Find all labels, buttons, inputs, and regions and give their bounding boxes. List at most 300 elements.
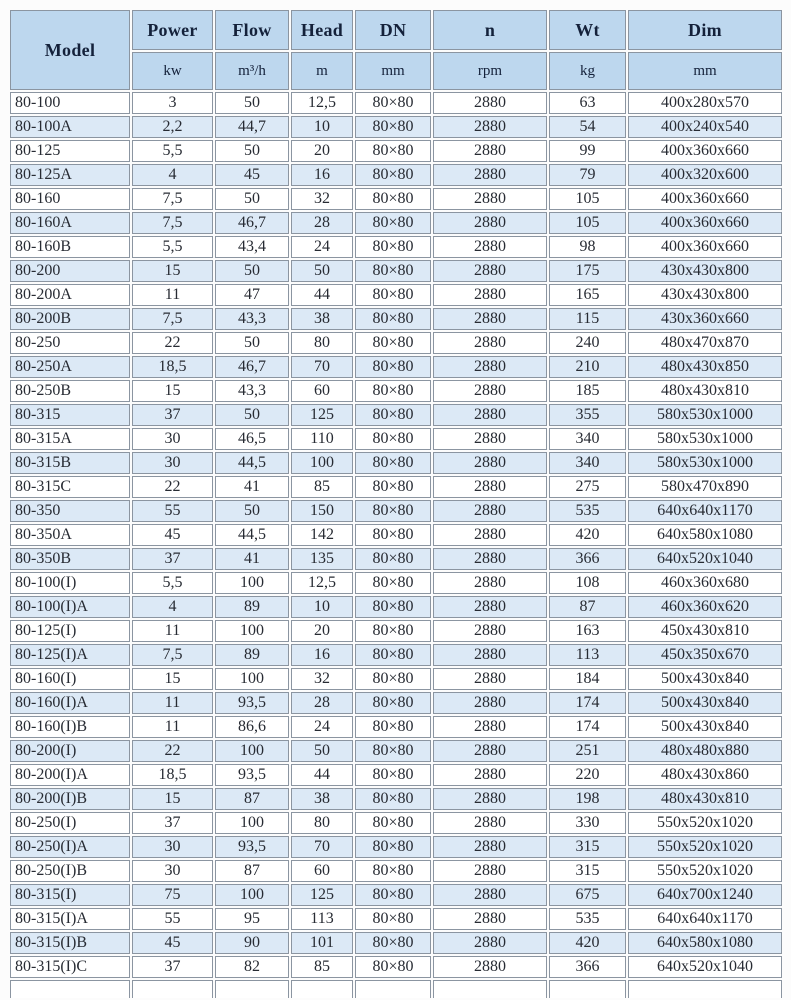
value-cell: 38 <box>291 788 353 810</box>
table-row <box>10 452 782 474</box>
value-cell: 7,5 <box>132 644 213 666</box>
table-row <box>10 404 782 426</box>
value-cell: 115 <box>549 308 626 330</box>
value-cell: 50 <box>291 260 353 282</box>
value-cell: 41 <box>215 476 289 498</box>
value-cell: 80 <box>291 812 353 834</box>
value-cell: 2880 <box>433 332 547 354</box>
value-cell: 480x480x880 <box>628 740 782 762</box>
column-header-n: n <box>433 10 547 50</box>
value-cell: 90 <box>215 932 289 954</box>
value-cell: 2880 <box>433 764 547 786</box>
value-cell: 101 <box>291 932 353 954</box>
value-cell: 4 <box>132 596 213 618</box>
value-cell: 2880 <box>433 284 547 306</box>
value-cell: 2880 <box>433 140 547 162</box>
value-cell: 45 <box>132 524 213 546</box>
empty-cell <box>215 980 289 998</box>
value-cell: 63 <box>549 92 626 114</box>
value-cell: 37 <box>132 956 213 978</box>
value-cell: 2880 <box>433 788 547 810</box>
value-cell: 100 <box>215 740 289 762</box>
table-row <box>10 500 782 522</box>
value-cell: 5,5 <box>132 236 213 258</box>
value-cell: 5,5 <box>132 140 213 162</box>
value-cell: 46,5 <box>215 428 289 450</box>
value-cell: 220 <box>549 764 626 786</box>
value-cell: 80×80 <box>355 716 431 738</box>
value-cell: 2880 <box>433 260 547 282</box>
value-cell: 550x520x1020 <box>628 836 782 858</box>
value-cell: 80×80 <box>355 836 431 858</box>
value-cell: 165 <box>549 284 626 306</box>
value-cell: 80×80 <box>355 356 431 378</box>
model-cell: 80-100(I)A <box>10 596 130 618</box>
value-cell: 125 <box>291 884 353 906</box>
value-cell: 80×80 <box>355 884 431 906</box>
value-cell: 87 <box>215 860 289 882</box>
value-cell: 80×80 <box>355 692 431 714</box>
value-cell: 89 <box>215 644 289 666</box>
value-cell: 450x430x810 <box>628 620 782 642</box>
empty-cell <box>628 980 782 998</box>
value-cell: 400x360x660 <box>628 212 782 234</box>
value-cell: 110 <box>291 428 353 450</box>
value-cell: 80×80 <box>355 380 431 402</box>
value-cell: 37 <box>132 404 213 426</box>
table-row <box>10 740 782 762</box>
model-cell: 80-350A <box>10 524 130 546</box>
value-cell: 2880 <box>433 548 547 570</box>
value-cell: 46,7 <box>215 212 289 234</box>
value-cell: 3 <box>132 92 213 114</box>
value-cell: 80×80 <box>355 284 431 306</box>
value-cell: 12,5 <box>291 572 353 594</box>
value-cell: 11 <box>132 284 213 306</box>
table-row <box>10 524 782 546</box>
model-cell: 80-125(I) <box>10 620 130 642</box>
value-cell: 32 <box>291 188 353 210</box>
value-cell: 18,5 <box>132 356 213 378</box>
table-row <box>10 332 782 354</box>
value-cell: 105 <box>549 212 626 234</box>
value-cell: 7,5 <box>132 188 213 210</box>
value-cell: 2880 <box>433 188 547 210</box>
model-cell: 80-315A <box>10 428 130 450</box>
column-header-dim: Dim <box>628 10 782 50</box>
value-cell: 43,3 <box>215 380 289 402</box>
value-cell: 2880 <box>433 644 547 666</box>
table-row <box>10 260 782 282</box>
value-cell: 93,5 <box>215 692 289 714</box>
table-row <box>10 860 782 882</box>
value-cell: 2880 <box>433 308 547 330</box>
table-row <box>10 788 782 810</box>
value-cell: 44,5 <box>215 524 289 546</box>
value-cell: 2880 <box>433 668 547 690</box>
value-cell: 580x530x1000 <box>628 404 782 426</box>
value-cell: 80×80 <box>355 308 431 330</box>
value-cell: 2880 <box>433 596 547 618</box>
value-cell: 2880 <box>433 716 547 738</box>
model-cell: 80-160 <box>10 188 130 210</box>
table-row <box>10 284 782 306</box>
value-cell: 80×80 <box>355 644 431 666</box>
value-cell: 2880 <box>433 860 547 882</box>
value-cell: 80×80 <box>355 452 431 474</box>
value-cell: 16 <box>291 644 353 666</box>
value-cell: 240 <box>549 332 626 354</box>
value-cell: 50 <box>215 332 289 354</box>
header-label-row <box>10 10 782 50</box>
value-cell: 47 <box>215 284 289 306</box>
value-cell: 11 <box>132 692 213 714</box>
value-cell: 315 <box>549 860 626 882</box>
value-cell: 98 <box>549 236 626 258</box>
model-cell: 80-160(I)A <box>10 692 130 714</box>
table-row <box>10 836 782 858</box>
value-cell: 400x360x660 <box>628 140 782 162</box>
value-cell: 45 <box>132 932 213 954</box>
value-cell: 50 <box>215 500 289 522</box>
value-cell: 80×80 <box>355 404 431 426</box>
value-cell: 79 <box>549 164 626 186</box>
value-cell: 37 <box>132 812 213 834</box>
model-cell: 80-350 <box>10 500 130 522</box>
value-cell: 113 <box>549 644 626 666</box>
value-cell: 2880 <box>433 500 547 522</box>
value-cell: 46,7 <box>215 356 289 378</box>
table-row <box>10 692 782 714</box>
value-cell: 480x430x860 <box>628 764 782 786</box>
table-row <box>10 884 782 906</box>
unit-n: rpm <box>433 52 547 90</box>
value-cell: 93,5 <box>215 764 289 786</box>
value-cell: 500x430x840 <box>628 692 782 714</box>
table-row <box>10 620 782 642</box>
value-cell: 430x430x800 <box>628 260 782 282</box>
value-cell: 80×80 <box>355 788 431 810</box>
value-cell: 80×80 <box>355 596 431 618</box>
value-cell: 12,5 <box>291 92 353 114</box>
empty-cell <box>132 980 213 998</box>
value-cell: 24 <box>291 236 353 258</box>
value-cell: 2880 <box>433 404 547 426</box>
value-cell: 70 <box>291 836 353 858</box>
model-cell: 80-125A <box>10 164 130 186</box>
value-cell: 2880 <box>433 380 547 402</box>
value-cell: 100 <box>215 884 289 906</box>
unit-dn: mm <box>355 52 431 90</box>
value-cell: 30 <box>132 452 213 474</box>
model-cell: 80-315B <box>10 452 130 474</box>
value-cell: 100 <box>215 812 289 834</box>
value-cell: 2880 <box>433 212 547 234</box>
column-header-power: Power <box>132 10 213 50</box>
unit-power: kw <box>132 52 213 90</box>
value-cell: 99 <box>549 140 626 162</box>
value-cell: 95 <box>215 908 289 930</box>
value-cell: 113 <box>291 908 353 930</box>
value-cell: 2880 <box>433 356 547 378</box>
value-cell: 11 <box>132 716 213 738</box>
model-cell: 80-100A <box>10 116 130 138</box>
value-cell: 10 <box>291 116 353 138</box>
value-cell: 80×80 <box>355 812 431 834</box>
value-cell: 43,3 <box>215 308 289 330</box>
value-cell: 80×80 <box>355 92 431 114</box>
value-cell: 10 <box>291 596 353 618</box>
value-cell: 80×80 <box>355 860 431 882</box>
model-cell: 80-350B <box>10 548 130 570</box>
value-cell: 44,5 <box>215 452 289 474</box>
value-cell: 22 <box>132 332 213 354</box>
value-cell: 22 <box>132 740 213 762</box>
table-row <box>10 572 782 594</box>
value-cell: 2880 <box>433 692 547 714</box>
model-cell: 80-100 <box>10 92 130 114</box>
column-header-head: Head <box>291 10 353 50</box>
value-cell: 640x700x1240 <box>628 884 782 906</box>
value-cell: 2880 <box>433 236 547 258</box>
value-cell: 340 <box>549 428 626 450</box>
value-cell: 580x470x890 <box>628 476 782 498</box>
model-cell: 80-200(I) <box>10 740 130 762</box>
value-cell: 275 <box>549 476 626 498</box>
value-cell: 80×80 <box>355 908 431 930</box>
table-row <box>10 908 782 930</box>
value-cell: 400x280x570 <box>628 92 782 114</box>
table-row <box>10 92 782 114</box>
value-cell: 480x430x850 <box>628 356 782 378</box>
model-cell: 80-160(I) <box>10 668 130 690</box>
value-cell: 366 <box>549 956 626 978</box>
value-cell: 38 <box>291 308 353 330</box>
value-cell: 640x640x1170 <box>628 500 782 522</box>
value-cell: 480x470x870 <box>628 332 782 354</box>
value-cell: 15 <box>132 380 213 402</box>
value-cell: 500x430x840 <box>628 668 782 690</box>
value-cell: 2880 <box>433 476 547 498</box>
value-cell: 430x360x660 <box>628 308 782 330</box>
value-cell: 100 <box>215 620 289 642</box>
value-cell: 37 <box>132 548 213 570</box>
value-cell: 80×80 <box>355 740 431 762</box>
value-cell: 54 <box>549 116 626 138</box>
value-cell: 163 <box>549 620 626 642</box>
model-cell: 80-160A <box>10 212 130 234</box>
table-row <box>10 476 782 498</box>
value-cell: 420 <box>549 932 626 954</box>
value-cell: 15 <box>132 260 213 282</box>
value-cell: 460x360x620 <box>628 596 782 618</box>
pump-spec-table <box>8 8 784 1000</box>
value-cell: 535 <box>549 500 626 522</box>
value-cell: 20 <box>291 620 353 642</box>
value-cell: 30 <box>132 860 213 882</box>
table-row <box>10 548 782 570</box>
empty-cell <box>549 980 626 998</box>
value-cell: 108 <box>549 572 626 594</box>
model-cell: 80-315(I) <box>10 884 130 906</box>
table-row <box>10 116 782 138</box>
value-cell: 2880 <box>433 884 547 906</box>
model-cell: 80-250B <box>10 380 130 402</box>
table-row <box>10 596 782 618</box>
value-cell: 80×80 <box>355 428 431 450</box>
value-cell: 2880 <box>433 116 547 138</box>
model-cell: 80-315(I)A <box>10 908 130 930</box>
value-cell: 450x350x670 <box>628 644 782 666</box>
table-row <box>10 380 782 402</box>
value-cell: 44 <box>291 284 353 306</box>
value-cell: 2880 <box>433 836 547 858</box>
value-cell: 105 <box>549 188 626 210</box>
value-cell: 15 <box>132 788 213 810</box>
value-cell: 30 <box>132 428 213 450</box>
model-cell: 80-315 <box>10 404 130 426</box>
table-row <box>10 812 782 834</box>
value-cell: 16 <box>291 164 353 186</box>
value-cell: 2880 <box>433 932 547 954</box>
value-cell: 75 <box>132 884 213 906</box>
value-cell: 100 <box>291 452 353 474</box>
value-cell: 80×80 <box>355 116 431 138</box>
value-cell: 2880 <box>433 572 547 594</box>
empty-cell <box>355 980 431 998</box>
model-cell: 80-200(I)A <box>10 764 130 786</box>
value-cell: 11 <box>132 620 213 642</box>
table-row <box>10 428 782 450</box>
value-cell: 43,4 <box>215 236 289 258</box>
column-header-dn: DN <box>355 10 431 50</box>
value-cell: 60 <box>291 860 353 882</box>
value-cell: 80×80 <box>355 332 431 354</box>
value-cell: 2880 <box>433 428 547 450</box>
value-cell: 420 <box>549 524 626 546</box>
value-cell: 640x520x1040 <box>628 956 782 978</box>
value-cell: 80×80 <box>355 572 431 594</box>
value-cell: 135 <box>291 548 353 570</box>
value-cell: 315 <box>549 836 626 858</box>
value-cell: 44,7 <box>215 116 289 138</box>
value-cell: 2880 <box>433 620 547 642</box>
value-cell: 80×80 <box>355 500 431 522</box>
value-cell: 2880 <box>433 524 547 546</box>
value-cell: 50 <box>215 404 289 426</box>
value-cell: 15 <box>132 668 213 690</box>
value-cell: 142 <box>291 524 353 546</box>
value-cell: 210 <box>549 356 626 378</box>
value-cell: 100 <box>215 668 289 690</box>
value-cell: 89 <box>215 596 289 618</box>
value-cell: 80×80 <box>355 140 431 162</box>
table-row <box>10 764 782 786</box>
value-cell: 400x320x600 <box>628 164 782 186</box>
value-cell: 28 <box>291 692 353 714</box>
value-cell: 125 <box>291 404 353 426</box>
table-row <box>10 956 782 978</box>
value-cell: 86,6 <box>215 716 289 738</box>
value-cell: 80×80 <box>355 932 431 954</box>
value-cell: 41 <box>215 548 289 570</box>
table-row <box>10 356 782 378</box>
value-cell: 640x580x1080 <box>628 932 782 954</box>
value-cell: 22 <box>132 476 213 498</box>
value-cell: 93,5 <box>215 836 289 858</box>
value-cell: 80×80 <box>355 476 431 498</box>
value-cell: 355 <box>549 404 626 426</box>
table-row <box>10 644 782 666</box>
value-cell: 7,5 <box>132 212 213 234</box>
value-cell: 2880 <box>433 812 547 834</box>
model-cell: 80-200B <box>10 308 130 330</box>
value-cell: 60 <box>291 380 353 402</box>
value-cell: 2880 <box>433 164 547 186</box>
value-cell: 50 <box>291 740 353 762</box>
value-cell: 2880 <box>433 956 547 978</box>
table-row <box>10 212 782 234</box>
value-cell: 185 <box>549 380 626 402</box>
value-cell: 45 <box>215 164 289 186</box>
model-cell: 80-250A <box>10 356 130 378</box>
value-cell: 80×80 <box>355 668 431 690</box>
value-cell: 174 <box>549 692 626 714</box>
value-cell: 480x430x810 <box>628 380 782 402</box>
value-cell: 70 <box>291 356 353 378</box>
value-cell: 87 <box>549 596 626 618</box>
value-cell: 80×80 <box>355 236 431 258</box>
value-cell: 80×80 <box>355 212 431 234</box>
value-cell: 198 <box>549 788 626 810</box>
value-cell: 50 <box>215 188 289 210</box>
table-row <box>10 164 782 186</box>
value-cell: 184 <box>549 668 626 690</box>
value-cell: 28 <box>291 212 353 234</box>
value-cell: 100 <box>215 572 289 594</box>
value-cell: 330 <box>549 812 626 834</box>
value-cell: 80 <box>291 332 353 354</box>
value-cell: 32 <box>291 668 353 690</box>
value-cell: 5,5 <box>132 572 213 594</box>
value-cell: 44 <box>291 764 353 786</box>
model-cell: 80-200(I)B <box>10 788 130 810</box>
column-header-model: Model <box>10 10 130 90</box>
empty-cell <box>433 980 547 998</box>
value-cell: 640x580x1080 <box>628 524 782 546</box>
value-cell: 55 <box>132 908 213 930</box>
table-body <box>10 92 782 998</box>
column-header-flow: Flow <box>215 10 289 50</box>
value-cell: 535 <box>549 908 626 930</box>
value-cell: 80×80 <box>355 260 431 282</box>
value-cell: 87 <box>215 788 289 810</box>
model-cell: 80-200 <box>10 260 130 282</box>
model-cell: 80-315C <box>10 476 130 498</box>
value-cell: 30 <box>132 836 213 858</box>
model-cell: 80-250(I)A <box>10 836 130 858</box>
value-cell: 50 <box>215 260 289 282</box>
model-cell: 80-250(I) <box>10 812 130 834</box>
clipped-partial-row <box>10 980 782 998</box>
model-cell: 80-160(I)B <box>10 716 130 738</box>
table-header <box>10 10 782 90</box>
value-cell: 4 <box>132 164 213 186</box>
value-cell: 400x240x540 <box>628 116 782 138</box>
model-cell: 80-100(I) <box>10 572 130 594</box>
value-cell: 175 <box>549 260 626 282</box>
value-cell: 2880 <box>433 452 547 474</box>
